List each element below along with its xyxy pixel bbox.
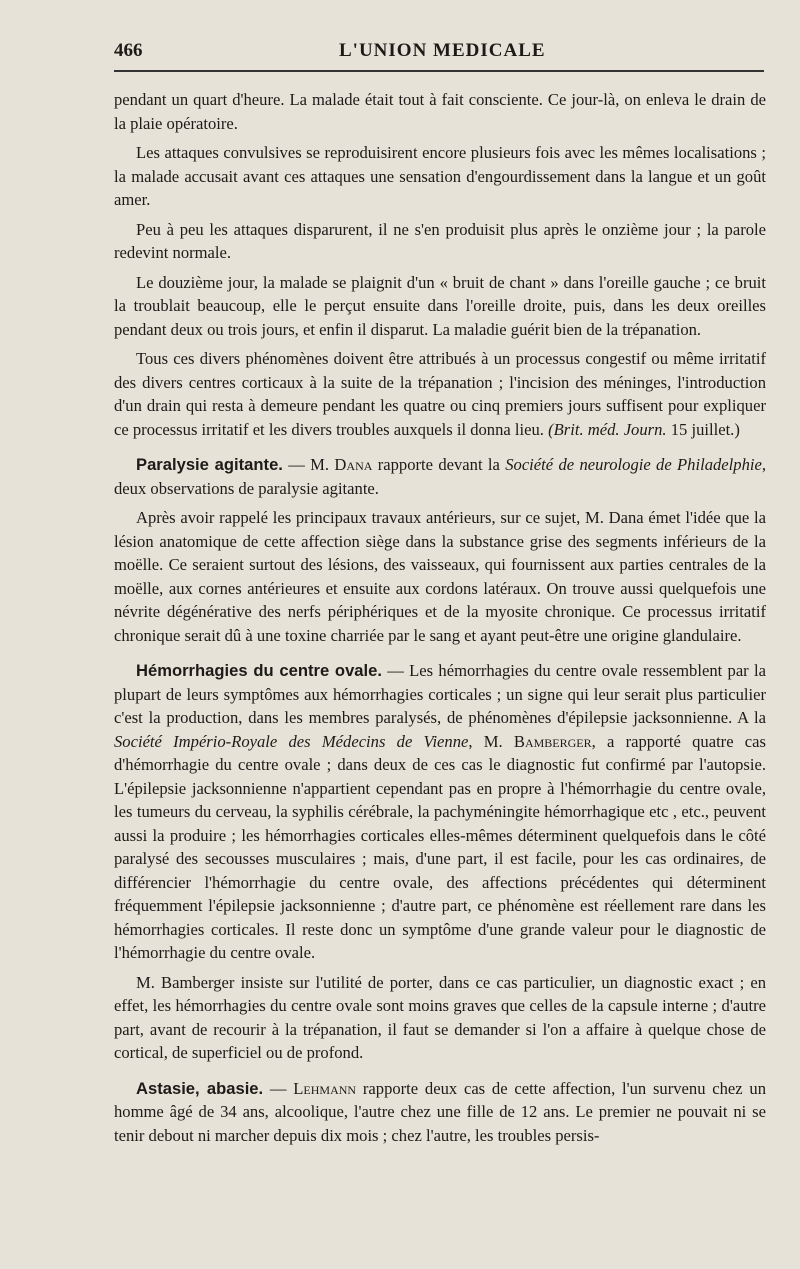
- running-header: [114, 40, 766, 70]
- text: — Les hémorrhagies du centre ovale ressemblent par la plupart de leurs symptômes aux hémorrhagies corticales ; un signe qui leur serait plus particulier c'est la production, dans les membres paralysés, de phénomènes d'épilepsie jacksonnienne. A la: [114, 661, 766, 727]
- citation-source: (Brit. méd. Journ.: [548, 419, 667, 439]
- text: rapporte devant la: [372, 455, 506, 474]
- header-rule: [114, 70, 764, 72]
- section-hemorrhagies: [114, 659, 766, 965]
- section-paralysie: [114, 453, 766, 500]
- section-astasie: [114, 1077, 766, 1148]
- paragraph: M. Bamberger insiste sur l'utilité de porter, dans ce cas particulier, un diagnostic exact ; en effet, les hémorrhagies du centre ovale sont moins graves que celles de la capsule interne ; d'autre part, avant de recourir à la trépanation, il faut se demander si l'on a affaire à quelque chose de cortical, de superficiel ou de profond.: [114, 972, 766, 1062]
- paragraph: Peu à peu les attaques disparurent, il ne s'en produisit plus après le onzième jour ; la parole redevint normale.: [114, 219, 766, 262]
- text: — M.: [282, 455, 335, 474]
- paragraph: [114, 347, 766, 441]
- author: Lehmann: [293, 1078, 357, 1098]
- text: , deux observations de paralysie agitante.: [114, 455, 766, 498]
- text: —: [263, 1078, 294, 1098]
- text: rapporte deux cas de cette affection, l'un survenu chez un homme âgé de 34 ans, alcoolique, l'autre chez une fille de 12 ans. Le premier ne pouvait ni se tenir debout ni marcher depuis dix mois ; chez l'autre, les troubles persis-: [114, 1078, 767, 1145]
- page-number: 466: [114, 40, 143, 61]
- section-title: Astasie, abasie.: [136, 1078, 264, 1098]
- paragraph: Après avoir rappelé les principaux travaux antérieurs, sur ce sujet, M. Dana émet l'idée que la lésion anatomique de cette affection siège dans la substance grise des segments inférieurs de la moëlle. Ce seraient surtout des lésions, des vaisseaux, qui fournissent aux parties centrales de la moëlle, aux cornes antérieures et ensuite aux cordons latéraux. On trouve aussi quelquefois une névrite dégénérative des nerfs périphériques et de la myosite chronique. Ce processus irritatif chronique serait dû à une toxine charriée par le sang et ayant peut-être une origine glandulaire.: [114, 508, 766, 645]
- paragraph: Le douzième jour, la malade se plaignit d'un « bruit de chant » dans l'oreille gauche ; ce bruit la troublait beaucoup, elle le perçut ensuite dans l'oreille droite, puis, dans les deux oreilles pendant deux ou trois jours, et enfin il disparut. La maladie guérit bien de la trépanation.: [114, 272, 766, 339]
- paragraph: Les attaques convulsives se reproduisirent encore plusieurs fois avec les mêmes localisations ; la malade accusait avant ces attaques une sensation d'engourdissement dans la langue et un goût amer.: [114, 143, 766, 209]
- section-title: Hémorrhagies du centre ovale.: [136, 661, 382, 680]
- paragraph-text: Tous ces divers phénomènes doivent être attribués à un processus congestif ou même irritatif des divers centres corticaux à la suite de la trépanation ; l'incision des méninges, l'introduction d'un drain qui resta à demeure pendant les quatre ou cinq premiers jours suffisent pour expliquer ce processus irritatif et les divers troubles auxquels il donna lieu.: [114, 349, 766, 439]
- text: , M.: [468, 731, 514, 751]
- author: Dana: [334, 455, 373, 474]
- text: , a rapporté quatre cas d'hémorrhagie du centre ovale ; dans deux de ces cas le diagnostic fut confirmé par l'autopsie. L'épilepsie jacksonnienne n'appartient cependant pas en propre à l'hémorrhagie du centre ovale, les tumeurs du cerveau, la syphilis cérébrale, la pachyméningite hémorrhagique etc , etc., peuvent aussi la produire ; les hémorrhagies corticales elles-mêmes déterminent quelquefois dans le côté paralysé des secousses musculaires ; mais, d'une part, il est facile, pour les cas ordinaires, de différencier l'hémorrhagie du centre ovale, des affections précédentes qui déterminent fréquemment l'épilepsie jacksonnienne ; d'autre part, ce phénomène est réellement rare dans les hémorrhagies corticales. Il reste donc un symptôme d'une grande valeur pour le diagnostic de l'hémorrhagie du centre ovale.: [114, 731, 766, 962]
- running-title: L'UNION MEDICALE: [339, 40, 546, 61]
- paragraph: pendant un quart d'heure. La malade était tout à fait consciente. Ce jour-là, on enleva le drain de la plaie opératoire.: [114, 90, 766, 133]
- society-name: Société Império-Royale des Médecins de Vienne: [114, 731, 469, 751]
- society-name: Société de neurologie de Philadelphie: [505, 455, 762, 474]
- section-title: Paralysie agitante.: [136, 455, 283, 474]
- citation-date: 15 juillet.): [670, 419, 740, 439]
- author: Bamberger: [513, 731, 592, 751]
